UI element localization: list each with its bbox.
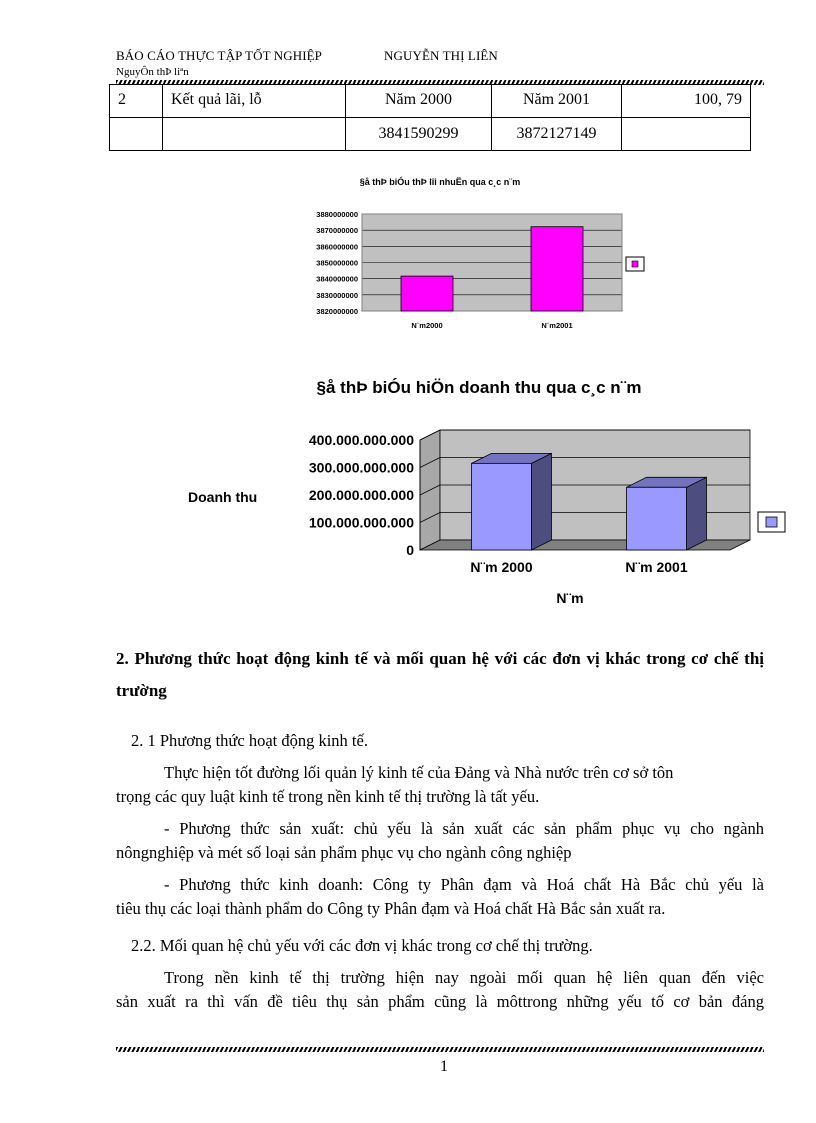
table-row (110, 118, 751, 151)
y-tick-label: 3850000000 (316, 258, 358, 268)
footer-rule (116, 1047, 764, 1052)
y-tick-label: 3820000000 (316, 307, 358, 316)
y-tick-label: 3880000000 (316, 210, 358, 219)
results-table (109, 84, 751, 151)
y-tick-label: 3830000000 (316, 290, 358, 300)
y-tick-label: 400.000.000.000 (308, 432, 414, 448)
author-name-legacy: NguyÔn thÞ liªn (116, 66, 189, 78)
table-cell: 3872127149 (492, 118, 622, 151)
y-axis-label: Doanh thu (188, 489, 258, 505)
profit-chart (240, 168, 660, 338)
y-tick-label: 3840000000 (316, 274, 358, 284)
paragraph-line: - Phương thức sản xuất: chủ yếu là sản xuất các sản phẩm phục vụ cho ngành (164, 819, 764, 838)
x-tick-label: N¨m 2000 (470, 559, 533, 575)
table-cell: Năm 2001 (492, 85, 622, 118)
paragraph-line: tiêu thụ các loại thành phẩm do Công ty Phân đạm và Hoá chất Hà Bắc sản xuất ra. (116, 899, 666, 918)
chart-title: §å thÞ biÓu hiÖn doanh thu qua c¸c n¨m (316, 378, 642, 397)
section-heading: 2. Phương thức hoạt động kinh tế và mối quan hệ với các đơn vị khác trong cơ chế thị trường (116, 649, 764, 700)
y-tick-label: 0 (406, 542, 414, 558)
bar (627, 487, 687, 550)
x-tick-label: N¨m 2001 (625, 559, 688, 575)
bar-side (687, 477, 707, 550)
table-cell: 100, 79 (622, 85, 751, 118)
page-number: 1 (440, 1058, 448, 1075)
y-tick-label: 300.000.000.000 (308, 459, 414, 476)
revenue-chart (170, 368, 800, 618)
table-cell: Năm 2000 (346, 85, 492, 118)
subsection-heading-2: 2.2. Mối quan hệ chủ yếu với các đơn vị khác trong cơ chế thị trường. (131, 936, 593, 955)
paragraph-line: trọng các quy luật kinh tế trong nền kinh tế thị trường là tất yếu. (116, 787, 540, 806)
x-axis-label: N¨m (556, 590, 584, 606)
paragraph-line: Trong nền kinh tế thị trường hiện nay ngoài mối quan hệ liên quan đến việc (164, 968, 764, 987)
table-cell: 2 (110, 85, 163, 118)
table-row (110, 85, 751, 118)
table-cell (110, 118, 163, 151)
table-cell: 3841590299 (346, 118, 492, 151)
chart-title: §å thÞ biÓu thÞ lîi nhuËn qua c¸c n¨m (359, 177, 521, 187)
report-title: BÁO CÁO THỰC TẬP TỐT NGHIỆP (116, 48, 323, 63)
y-tick-label: 3860000000 (316, 242, 358, 252)
y-tick-label: 200.000.000.000 (308, 487, 414, 503)
y-tick-label: 100.000.000.000 (308, 514, 414, 531)
bar (472, 463, 532, 550)
subsection-heading-1: 2. 1 Phương thức hoạt động kinh tế. (131, 731, 368, 750)
bar-side (532, 453, 552, 550)
table-cell: Kết quả lãi, lỗ (163, 85, 346, 118)
paragraph-line: nôngnghiệp và mét số loại sản phẩm phục vụ cho ngành công nghiệp (116, 843, 572, 862)
x-tick-label: N¨m2000 (411, 321, 443, 330)
legend-swatch (766, 517, 777, 527)
bar (401, 276, 453, 311)
table-cell (622, 118, 751, 151)
paragraph-line: Thực hiện tốt đường lối quản lý kinh tế của Đảng và Nhà nước trên cơ sở tôn (164, 763, 674, 782)
table-cell (163, 118, 346, 151)
x-tick-label: N¨m2001 (541, 321, 573, 330)
author-name: NGUYỄN THỊ LIÊN (384, 48, 498, 63)
y-tick-label: 3870000000 (316, 226, 358, 236)
legend-swatch (632, 261, 638, 267)
paragraph-line: - Phương thức kinh doanh: Công ty Phân đạm và Hoá chất Hà Bắc chủ yếu là (164, 875, 764, 894)
bar (531, 227, 583, 311)
paragraph-line: sản xuất ra thì vấn đề tiêu thụ sản phẩm cũng là môttrong những yếu tố cơ bản đáng (116, 992, 764, 1011)
